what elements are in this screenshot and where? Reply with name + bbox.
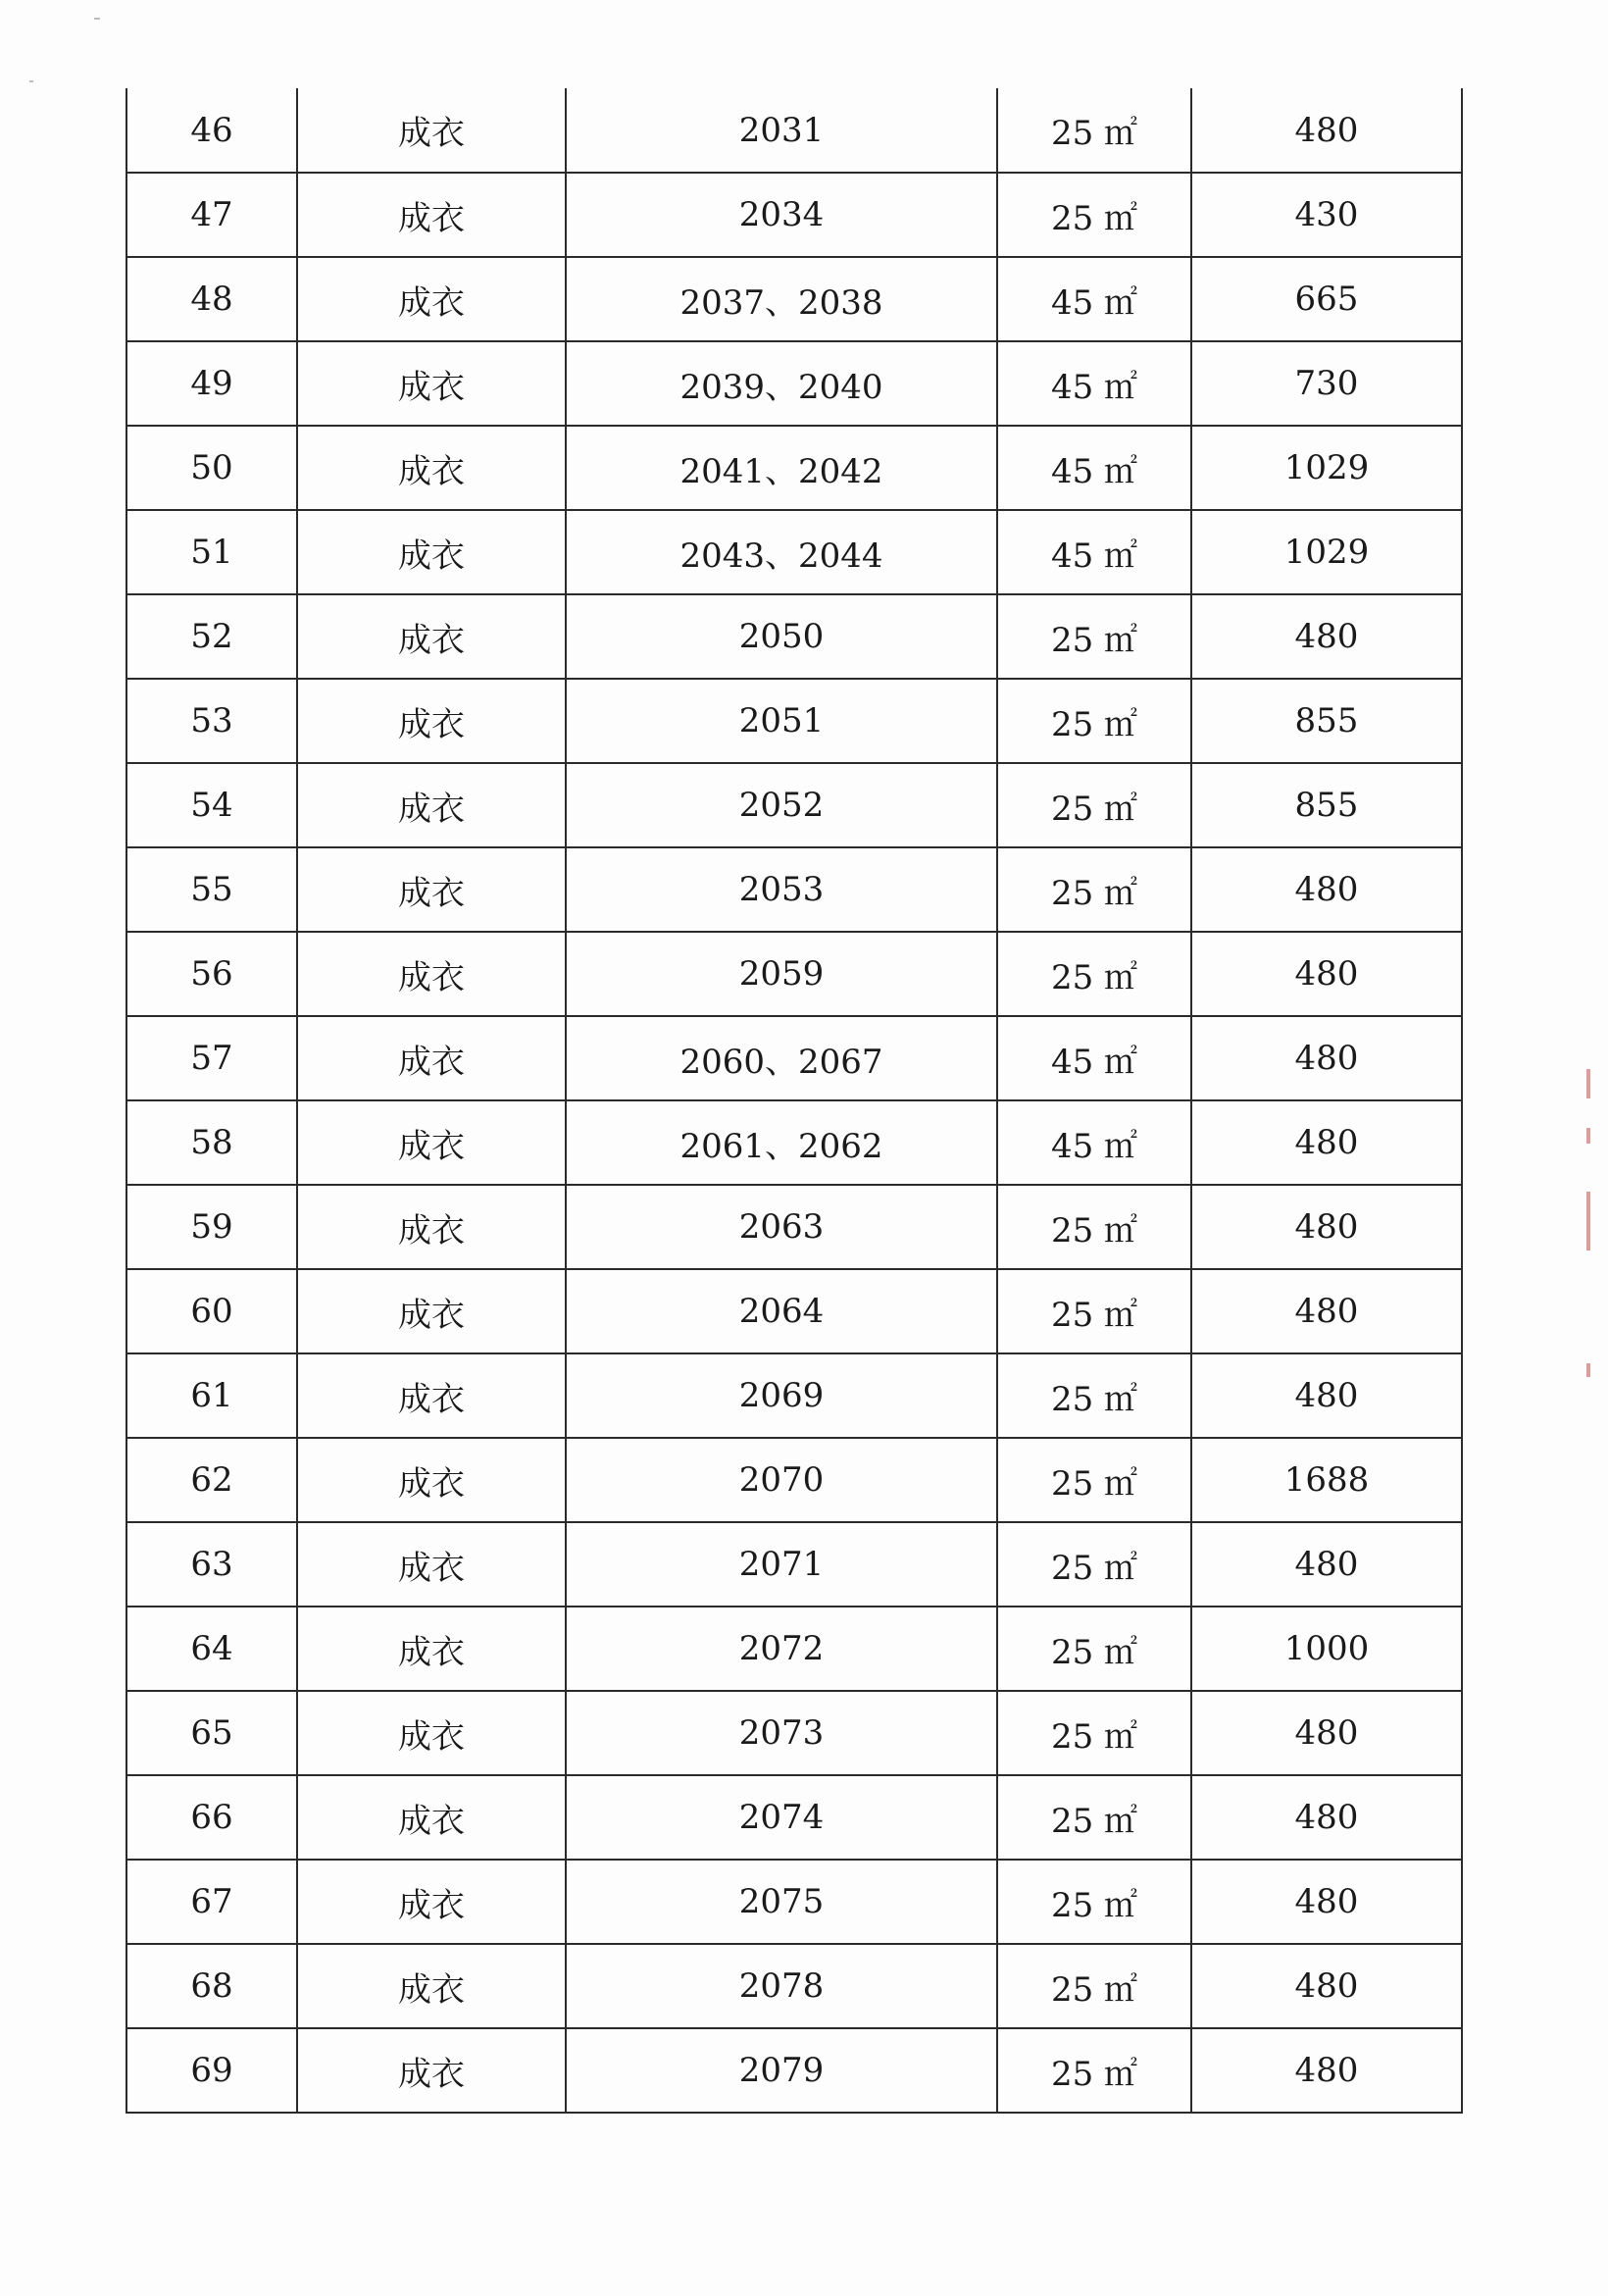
amount-cell: 480 xyxy=(1191,847,1462,932)
table-row xyxy=(126,1016,1462,1100)
booth-number-cell: 2053 xyxy=(566,847,997,932)
category-cell: 成衣 xyxy=(297,173,566,257)
category-cell: 成衣 xyxy=(297,426,566,510)
edge-stamp-mark xyxy=(1586,1128,1590,1144)
booth-number-cell: 2050 xyxy=(566,594,997,679)
category-cell: 成衣 xyxy=(297,932,566,1016)
row-number-cell: 55 xyxy=(126,847,297,932)
booth-number-cell: 2072 xyxy=(566,1607,997,1691)
table-row xyxy=(126,594,1462,679)
booth-fee-table xyxy=(126,88,1463,2114)
table-row xyxy=(126,1269,1462,1353)
booth-number-cell: 2078 xyxy=(566,1944,997,2028)
row-number-cell: 50 xyxy=(126,426,297,510)
row-number-cell: 62 xyxy=(126,1438,297,1522)
area-cell: 45 ㎡ xyxy=(997,257,1191,341)
area-cell: 25 ㎡ xyxy=(997,1860,1191,1944)
amount-cell: 480 xyxy=(1191,1691,1462,1775)
amount-cell: 480 xyxy=(1191,2028,1462,2113)
scan-speck xyxy=(94,18,100,20)
booth-number-cell: 2064 xyxy=(566,1269,997,1353)
amount-cell: 480 xyxy=(1191,1522,1462,1607)
area-cell: 25 ㎡ xyxy=(997,1438,1191,1522)
table-row xyxy=(126,88,1462,173)
category-cell: 成衣 xyxy=(297,594,566,679)
table-row xyxy=(126,763,1462,847)
row-number-cell: 69 xyxy=(126,2028,297,2113)
table-row xyxy=(126,1691,1462,1775)
booth-number-cell: 2061、2062 xyxy=(566,1100,997,1185)
category-cell: 成衣 xyxy=(297,257,566,341)
booth-number-cell: 2060、2067 xyxy=(566,1016,997,1100)
area-cell: 25 ㎡ xyxy=(997,932,1191,1016)
row-number-cell: 68 xyxy=(126,1944,297,2028)
category-cell: 成衣 xyxy=(297,1522,566,1607)
category-cell: 成衣 xyxy=(297,2028,566,2113)
amount-cell: 1029 xyxy=(1191,426,1462,510)
row-number-cell: 48 xyxy=(126,257,297,341)
table-body xyxy=(126,88,1462,2113)
category-cell: 成衣 xyxy=(297,1269,566,1353)
row-number-cell: 59 xyxy=(126,1185,297,1269)
booth-number-cell: 2031 xyxy=(566,88,997,173)
amount-cell: 480 xyxy=(1191,1269,1462,1353)
area-cell: 25 ㎡ xyxy=(997,1607,1191,1691)
amount-cell: 730 xyxy=(1191,341,1462,426)
area-cell: 25 ㎡ xyxy=(997,1353,1191,1438)
area-cell: 25 ㎡ xyxy=(997,763,1191,847)
amount-cell: 430 xyxy=(1191,173,1462,257)
row-number-cell: 66 xyxy=(126,1775,297,1860)
area-cell: 45 ㎡ xyxy=(997,426,1191,510)
booth-number-cell: 2070 xyxy=(566,1438,997,1522)
amount-cell: 480 xyxy=(1191,932,1462,1016)
table-row xyxy=(126,173,1462,257)
category-cell: 成衣 xyxy=(297,1944,566,2028)
table-row xyxy=(126,1860,1462,1944)
amount-cell: 480 xyxy=(1191,1353,1462,1438)
amount-cell: 480 xyxy=(1191,1100,1462,1185)
area-cell: 25 ㎡ xyxy=(997,1522,1191,1607)
booth-number-cell: 2063 xyxy=(566,1185,997,1269)
row-number-cell: 67 xyxy=(126,1860,297,1944)
amount-cell: 1000 xyxy=(1191,1607,1462,1691)
row-number-cell: 46 xyxy=(126,88,297,173)
category-cell: 成衣 xyxy=(297,88,566,173)
booth-number-cell: 2074 xyxy=(566,1775,997,1860)
amount-cell: 1688 xyxy=(1191,1438,1462,1522)
row-number-cell: 54 xyxy=(126,763,297,847)
area-cell: 25 ㎡ xyxy=(997,847,1191,932)
booth-number-cell: 2052 xyxy=(566,763,997,847)
row-number-cell: 61 xyxy=(126,1353,297,1438)
booth-number-cell: 2043、2044 xyxy=(566,510,997,594)
amount-cell: 855 xyxy=(1191,763,1462,847)
area-cell: 45 ㎡ xyxy=(997,341,1191,426)
row-number-cell: 57 xyxy=(126,1016,297,1100)
amount-cell: 480 xyxy=(1191,1860,1462,1944)
amount-cell: 480 xyxy=(1191,88,1462,173)
booth-number-cell: 2071 xyxy=(566,1522,997,1607)
area-cell: 25 ㎡ xyxy=(997,88,1191,173)
table-row xyxy=(126,1438,1462,1522)
booth-number-cell: 2051 xyxy=(566,679,997,763)
row-number-cell: 51 xyxy=(126,510,297,594)
table-row xyxy=(126,932,1462,1016)
area-cell: 45 ㎡ xyxy=(997,1016,1191,1100)
row-number-cell: 63 xyxy=(126,1522,297,1607)
row-number-cell: 53 xyxy=(126,679,297,763)
category-cell: 成衣 xyxy=(297,1691,566,1775)
category-cell: 成衣 xyxy=(297,1860,566,1944)
category-cell: 成衣 xyxy=(297,1185,566,1269)
category-cell: 成衣 xyxy=(297,763,566,847)
amount-cell: 480 xyxy=(1191,594,1462,679)
table-row xyxy=(126,1100,1462,1185)
booth-number-cell: 2079 xyxy=(566,2028,997,2113)
row-number-cell: 49 xyxy=(126,341,297,426)
booth-number-cell: 2069 xyxy=(566,1353,997,1438)
row-number-cell: 60 xyxy=(126,1269,297,1353)
row-number-cell: 64 xyxy=(126,1607,297,1691)
category-cell: 成衣 xyxy=(297,1353,566,1438)
table-row xyxy=(126,1353,1462,1438)
area-cell: 25 ㎡ xyxy=(997,1185,1191,1269)
table-row xyxy=(126,1522,1462,1607)
area-cell: 25 ㎡ xyxy=(997,173,1191,257)
amount-cell: 665 xyxy=(1191,257,1462,341)
booth-number-cell: 2075 xyxy=(566,1860,997,1944)
table-row xyxy=(126,1185,1462,1269)
table-row xyxy=(126,341,1462,426)
category-cell: 成衣 xyxy=(297,1607,566,1691)
category-cell: 成衣 xyxy=(297,1016,566,1100)
area-cell: 45 ㎡ xyxy=(997,510,1191,594)
scan-speck xyxy=(29,80,33,82)
table-row xyxy=(126,426,1462,510)
booth-number-cell: 2037、2038 xyxy=(566,257,997,341)
category-cell: 成衣 xyxy=(297,1775,566,1860)
row-number-cell: 58 xyxy=(126,1100,297,1185)
table-row xyxy=(126,1775,1462,1860)
category-cell: 成衣 xyxy=(297,1100,566,1185)
area-cell: 25 ㎡ xyxy=(997,1944,1191,2028)
row-number-cell: 65 xyxy=(126,1691,297,1775)
area-cell: 25 ㎡ xyxy=(997,1775,1191,1860)
table-row xyxy=(126,1944,1462,2028)
booth-number-cell: 2073 xyxy=(566,1691,997,1775)
table-row xyxy=(126,679,1462,763)
row-number-cell: 56 xyxy=(126,932,297,1016)
area-cell: 25 ㎡ xyxy=(997,679,1191,763)
edge-stamp-mark xyxy=(1586,1192,1590,1250)
amount-cell: 855 xyxy=(1191,679,1462,763)
amount-cell: 480 xyxy=(1191,1775,1462,1860)
area-cell: 25 ㎡ xyxy=(997,1691,1191,1775)
booth-number-cell: 2041、2042 xyxy=(566,426,997,510)
table-row xyxy=(126,1607,1462,1691)
booth-number-cell: 2039、2040 xyxy=(566,341,997,426)
booth-number-cell: 2034 xyxy=(566,173,997,257)
table-row xyxy=(126,510,1462,594)
category-cell: 成衣 xyxy=(297,847,566,932)
area-cell: 45 ㎡ xyxy=(997,1100,1191,1185)
table-row xyxy=(126,257,1462,341)
edge-stamp-mark xyxy=(1586,1069,1590,1098)
category-cell: 成衣 xyxy=(297,510,566,594)
table-row xyxy=(126,847,1462,932)
category-cell: 成衣 xyxy=(297,341,566,426)
area-cell: 25 ㎡ xyxy=(997,2028,1191,2113)
edge-stamp-mark xyxy=(1586,1363,1590,1377)
area-cell: 25 ㎡ xyxy=(997,594,1191,679)
amount-cell: 480 xyxy=(1191,1944,1462,2028)
category-cell: 成衣 xyxy=(297,1438,566,1522)
amount-cell: 480 xyxy=(1191,1185,1462,1269)
category-cell: 成衣 xyxy=(297,679,566,763)
area-cell: 25 ㎡ xyxy=(997,1269,1191,1353)
amount-cell: 480 xyxy=(1191,1016,1462,1100)
row-number-cell: 47 xyxy=(126,173,297,257)
amount-cell: 1029 xyxy=(1191,510,1462,594)
row-number-cell: 52 xyxy=(126,594,297,679)
table-row xyxy=(126,2028,1462,2113)
booth-number-cell: 2059 xyxy=(566,932,997,1016)
